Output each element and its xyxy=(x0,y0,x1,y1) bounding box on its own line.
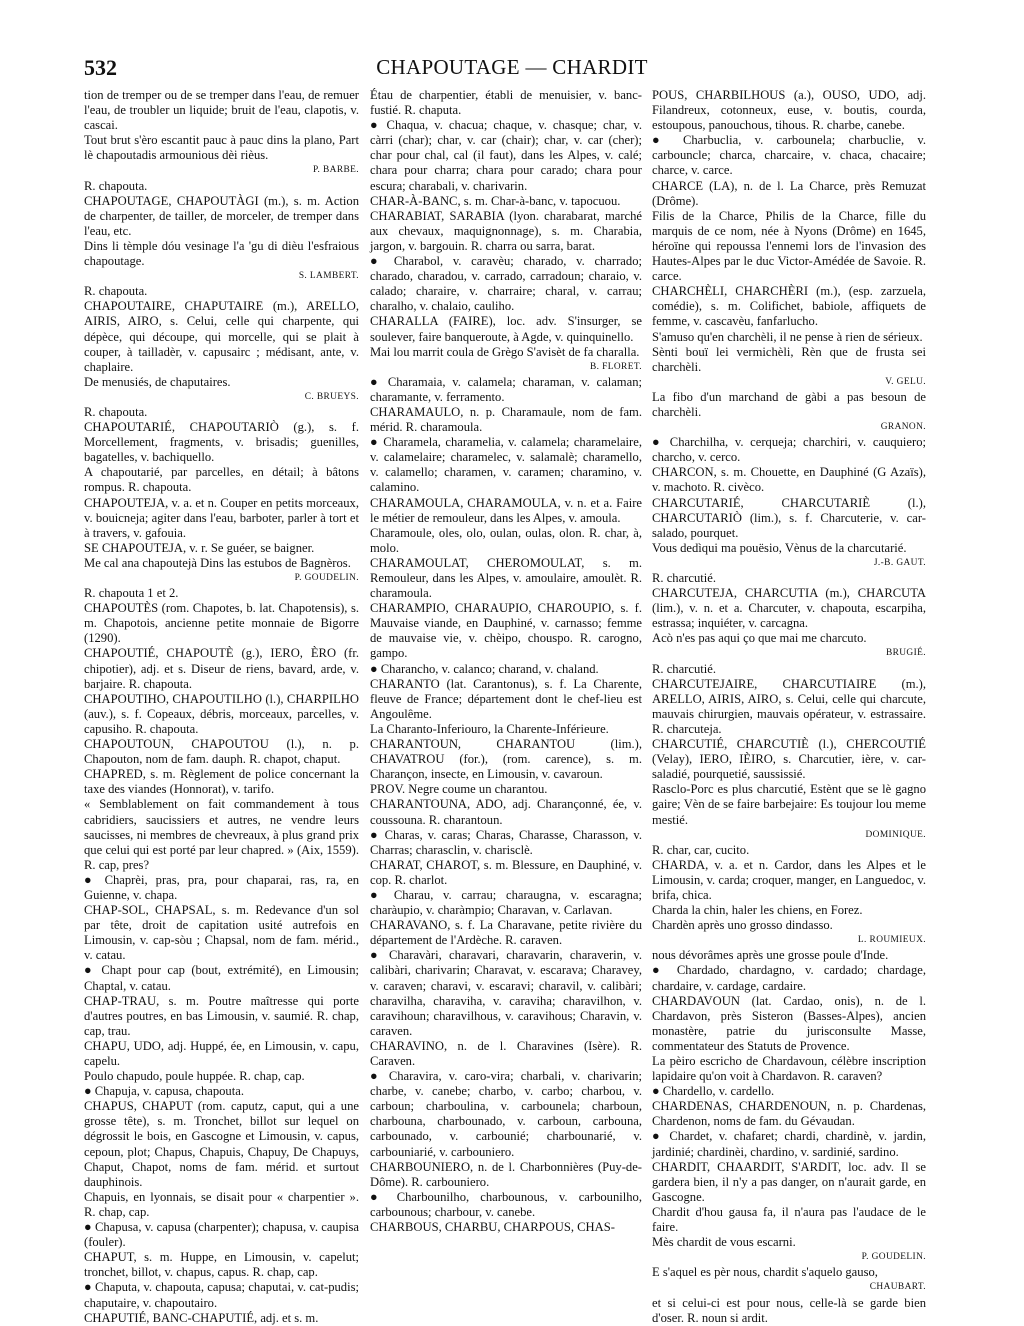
entry-paragraph: R. char, car, cucito. xyxy=(652,842,750,857)
entry-paragraph: ● Charbounilho, charbounous, v. carbounilho, carbounous; charbour, v. canebe. xyxy=(370,1189,642,1219)
citation-author: CHAUBART. xyxy=(869,1282,926,1293)
entry-paragraph: S'amuso qu'en charchèli, il ne pense à rien de sérieux. xyxy=(652,329,923,344)
entry-paragraph: CHAR-À-BANC, s. m. Char-à-banc, v. tapocuou. xyxy=(370,193,621,208)
entry-paragraph: La fibo d'un marchand de gàbi a pas besoun de charchèli. xyxy=(652,389,926,419)
entry-paragraph: CHARCE (LA), n. de l. La Charce, près Remuzat (Drôme). xyxy=(652,178,926,208)
entry-paragraph: CHARAVANO, s. f. La Charavane, petite rivière du département de l'Ardèche. R. caraven. xyxy=(370,918,642,948)
entry-paragraph: R. charcutié. xyxy=(652,661,716,676)
citation-author: S. LAMBERT. xyxy=(298,271,359,282)
entry-paragraph: CHARCUTEJA, CHARCUTIA (m.), CHARCUTA (lim.), v. n. et a. Charcuter, v. chapouta, escarpiha, estrassa; inquiéter, v. carcagna. xyxy=(652,586,926,631)
entry-paragraph: Rasclo-Porc es plus charcutié, Estènt que se lè gagno gaire; Vèn de se faire barbejaire: Es toujour lou meme mestié. xyxy=(652,782,926,827)
entry-paragraph: CHARCON, s. m. Chouette, en Dauphiné (G Azaïs), v. machoto. R. civèco. xyxy=(652,465,926,495)
entry-paragraph: « Semblablement on fait commandement à tous cabridiers, saucissiers et autres, ne vendre leurs saucisses, ni membres de chevreaux, à plus grand prix que celui qui est porté par leur chapred. » (Aix, 1559). R. cap, pres? xyxy=(84,797,359,872)
entry-paragraph: R. chapouta. xyxy=(84,404,148,419)
entry-paragraph: CHARCHÈLI, CHARCHÈRI (m.), (esp. zarzuela, comédie), s. m. Colifichet, babiole, affiquets de femme, v. cascavèu, fanfarlucho. xyxy=(652,284,926,329)
entry-paragraph: CHAPOUTIÉ, CHAPOUTÈ (g.), IERO, ÈRO (fr. chipotier), adj. et s. Diseur de riens, bavard, arde, v. barjaire. R. chapouta. xyxy=(84,646,359,691)
entry-paragraph: CHARANTOUN, CHARANTOU (lim.), CHAVATROU (for.), (rom. carence), s. m. Charançon, insecte, en Limousin, v. cavaroun. xyxy=(370,737,642,782)
entry-paragraph: ● Chapt pour cap (bout, extrémité), en Limousin; Chaptal, v. catau. xyxy=(84,963,359,993)
column-left xyxy=(84,88,359,1325)
entry-paragraph: CHARDA, v. a. et n. Cardor, dans les Alpes et le Limousin, v. carda; croquer, manger, en Languedoc, v. brifa, chica. xyxy=(652,857,926,902)
entry-paragraph: ● Chaqua, v. chacua; chaque, v. chasque; char, v. càrri (char); char, v. car (chair); char, v. car (cher); char pour chal, cal (il faut), dans les Alpes, v. calé; chara pour charra; chara pour carado; chara pour escura; charabali, v. charivarin. xyxy=(370,118,642,193)
entry-paragraph: ● Charbuclia, v. carbounela; charbuclie, v. carbouncle; charca, charcaire, v. chaca, chacaire; charce, v. carce. xyxy=(652,133,926,178)
entry-paragraph: Charda la chin, haler les chiens, en Forez. xyxy=(652,903,863,918)
entry-paragraph: ● Charancho, v. calanco; charand, v. chaland. xyxy=(370,661,599,676)
entry-paragraph: ● Charavira, v. caro-vira; charbali, v. charivarin; charbe, v. canebe; charbo, v. carbo; charbou, v. carboun; charboulina, v. carbounela; charboun, charbouna, charbounado, v. carboun, carbouna, carbounado, v. carbounié; charbounarié, v. carbouniarié, v. carbouniero. xyxy=(370,1069,642,1159)
entry-paragraph: CHARAMAULO, n. p. Charamaule, nom de fam. mérid. R. charamoula. xyxy=(370,404,642,435)
entry-paragraph: Sènti bouï lei vermichèli, Rèn que de frusta sei charchèli. xyxy=(652,344,926,374)
entry-paragraph: CHARDENAS, CHARDENOUN, n. p. Chardenas, Chardenon, noms de fam. du Gévaudan. xyxy=(652,1099,926,1129)
citation-author: C. BRUEYS. xyxy=(304,391,359,402)
entry-paragraph: CHARAMOULA, CHARAMOULA, v. n. et a. Faire le métier de remouleur, dans les Alpes, v. amoula. xyxy=(370,495,642,525)
entry-paragraph: CHAPUS, CHAPUT (rom. caputz, caput, qui a une grosse tête), s. m. Tronchet, billot sur lequel on dégrossit le bois, en Gascogne et Limousin, v. capus, cepoun, plot; Chapus, Chapuis, Chapuy, De Chapuys, Chaput, Chapot, noms de fam. mérid. et surtout dauphinois. xyxy=(84,1099,359,1189)
entry-paragraph: POUS, CHARBILHOUS (a.), OUSO, UDO, adj. Filandreux, cotonneux, euse, v. boutis, courda, estoupous, panouchous, tihous. R. charbe, canebe. xyxy=(652,88,926,133)
entry-paragraph: CHARAMPIO, CHARAUPIO, CHAROUPIO, s. f. Mauvaise viande, en Dauphiné, v. carnasso; femme de mauvaise vie, v. chèipo, chouspo. R. carogno, gampo. xyxy=(370,601,642,661)
entry-paragraph: Chardèn après uno grosso dindasso. xyxy=(652,918,833,933)
entry-paragraph: CHAP-TRAU, s. m. Poutre maîtresse qui porte d'autres poutres, en bas Limousin, v. saumié. R. chap, cap, trau. xyxy=(84,993,359,1038)
citation-author: V. GELU. xyxy=(885,376,926,387)
entry-paragraph: Mès chardit de vous escarni. xyxy=(652,1235,796,1250)
entry-paragraph: ● Chardello, v. cardello. xyxy=(652,1084,775,1099)
entry-paragraph: CHAPOUTAGE, CHAPOUTÀGI (m.), s. m. Action de charpenter, de tailler, de morceler, de tremper dans l'eau, etc. xyxy=(84,193,359,238)
entry-paragraph: SE CHAPOUTEJA, v. r. Se guéer, se baigner. xyxy=(84,540,315,555)
entry-paragraph: R. chapouta. xyxy=(84,178,148,193)
column-middle xyxy=(370,88,642,1235)
entry-paragraph: ● Charchilha, v. cerqueja; charchiri, v. cauquiero; charcho, v. cerco. xyxy=(652,435,926,465)
entry-paragraph: CHARCUTIÉ, CHARCUTIÈ (l.), CHERCOUTIÉ (Velay), IERO, IÈIRO, s. Charcutier, ière, v. car-saladié, pourquetié, saussissié. xyxy=(652,737,926,782)
entry-paragraph: CHAPOUTÈS (rom. Chapotes, b. lat. Chapotensis), s. m. Chapotois, ancienne petite monnaie de Bigorre (1290). xyxy=(84,601,359,646)
entry-paragraph: nous dévorâmes après une grosse poule d'Inde. xyxy=(652,948,889,963)
entry-paragraph: ● Chaprèi, pras, pra, pour chaparai, ras, ra, en Guienne, v. chapa. xyxy=(84,872,359,902)
entry-paragraph: E s'aquel es pèr nous, chardit s'aquelo gauso, xyxy=(652,1265,878,1280)
entry-paragraph: CHAPOUTEJA, v. a. et n. Couper en petits morceaux, v. bouicneja; agiter dans l'eau, barboter, parler à tort et à travers, v. gafouia. xyxy=(84,495,359,540)
entry-paragraph: CHARBOUS, CHARBU, CHARPOUS, CHAS- xyxy=(370,1220,615,1235)
entry-paragraph: CHARALLA (FAIRE), loc. adv. S'insurger, se soulever, faire banqueroute, à Agde, v. quinquinello. xyxy=(370,314,642,344)
entry-paragraph: R. chapouta 1 et 2. xyxy=(84,586,179,601)
entry-paragraph: et si celui-ci est pour nous, celle-là se garde bien d'oser. R. noun si ardit. xyxy=(652,1295,926,1325)
entry-paragraph: CHAPUT, s. m. Huppe, en Limousin, v. capelut; tronchet, billot, v. chapus, capus. R. chap, cap. xyxy=(84,1250,359,1280)
entry-paragraph: Charamoule, oles, olo, oulan, oulas, olon. R. char, à, molo. xyxy=(370,525,642,555)
entry-paragraph: Chardit d'hou gausa fa, il n'aura pas l'audace de le faire. xyxy=(652,1204,926,1235)
entry-paragraph: R. charcutié. xyxy=(652,571,716,585)
entry-paragraph: CHARDAVOUN (lat. Cardao, onis), n. de l. Chardavon, près Sisteron (Basses-Alpes), ancien monastère, patrie du jurisconsulte Masse, commentateur des Statuts de Provence. xyxy=(652,993,926,1053)
entry-paragraph: Dins li tèmple dóu vesinage l'a 'gu di dièu l'esfraious chapoutage. xyxy=(84,238,359,269)
page-number: 532 xyxy=(84,55,117,80)
citation-author: P. GOUDELIN. xyxy=(294,573,359,583)
entry-paragraph: CHARAVINO, n. de l. Charavines (Isère). R. Caraven. xyxy=(370,1038,642,1068)
entry-paragraph: CHARBOUNIERO, n. de l. Charbonnières (Puy-de-Dôme). R. carbouniero. xyxy=(370,1159,642,1189)
citation-author: B. FLORET. xyxy=(589,361,642,372)
entry-paragraph: Chapuis, en lyonnais, se disait pour « charpentier ». R. chap, cap. xyxy=(84,1189,359,1219)
citation-author: P. GOUDELIN. xyxy=(861,1252,926,1263)
entry-paragraph: De menusiés, de chaputaires. xyxy=(84,374,231,389)
entry-paragraph: Filis de la Charce, Philis de la Charce, fille du marquis de ce nom, née à Nyons (Drôme) en 1645, héroïne qui repoussa l'ennemi lors de l'invasion des Hautes-Alpes par le duc Victor-Amédée de Savoie. R. carce. xyxy=(652,208,926,284)
entry-paragraph: CHAPRED, s. m. Règlement de police concernant la taxe des viandes (Honnorat), v. tarifo. xyxy=(84,767,359,797)
entry-paragraph: CHARDIT, CHAARDIT, S'ARDIT, loc. adv. Il se gardera bien, il n'y a pas danger, on n'aurait garde, en Gascogne. xyxy=(652,1159,926,1204)
entry-paragraph: La pèiro escricho de Chardavoun, célèbre inscription lapidaire qu'on voit à Chardavon. R. caraven? xyxy=(652,1054,926,1084)
entry-paragraph: ● Chapuja, v. capusa, chapouta. xyxy=(84,1084,244,1099)
citation-author: L. ROUMIEUX. xyxy=(857,935,926,946)
entry-paragraph: CHAP-SOL, CHAPSAL, s. m. Redevance d'un sol par tête, droit de capitation usité autrefois en Limousin, v. cap-sòu ; Chapsal, nom de fam. mérid., v. catau. xyxy=(84,903,359,963)
citation-author: GRANON. xyxy=(880,422,926,433)
entry-paragraph: CHAPOUTIHO, CHAPOUTILHO (l.), CHARPILHO (auv.), s. f. Copeaux, débris, morceaux, parcelles, v. capusiho. R. chapouta. xyxy=(84,691,359,736)
entry-paragraph: ● Chardet, v. chafaret; chardi, chardinè, v. jardin, jardinié; chardinèi, chardino, v. sardinié, sardino. xyxy=(652,1129,926,1159)
citation-author: J.-B. GAUT. xyxy=(873,557,926,568)
entry-paragraph: Vous dedìqui ma pouësio, Vènus de la charcutarié. xyxy=(652,540,907,555)
entry-paragraph: CHARABIAT, SARABIA (lyon. charabarat, marché aux chevaux, maquignonnage), s. m. Charabia, jargon, v. bargouin. R. charra ou sarra, barat. xyxy=(370,208,642,253)
entry-paragraph: Me cal ana chapoutejà Dins las estubos de Bagnèros. xyxy=(84,555,351,570)
entry-paragraph: ● Charamela, charamelia, v. calamela; charamelaire, v. calamelaire; charamelec, v. salamalè; charamello, v. calamello; charamen, v. caramen; charamino, v. calamino. xyxy=(370,435,642,495)
entry-paragraph: Tout brut s'èro escantit pauc à pauc dins la plano, Part lè chapoutadis armounious dèi rièus. xyxy=(84,133,359,163)
entry-paragraph: CHARCUTARIÉ, CHARCUTARIÈ (l.), CHARCUTARIÒ (lim.), s. f. Charcuterie, v. car-salado, pourquet. xyxy=(652,495,926,540)
entry-paragraph: CHAPUTIÉ, BANC-CHAPUTIÉ, adj. et s. m. xyxy=(84,1310,319,1325)
entry-paragraph: CHARAT, CHAROT, s. m. Blessure, en Dauphiné, v. cop. R. charlot. xyxy=(370,857,642,887)
column-right xyxy=(652,88,926,1325)
running-title: CHAPOUTAGE — CHARDIT xyxy=(376,55,648,79)
entry-paragraph: Acò n'es pas aqui ço que mai me charcuto. xyxy=(652,631,867,646)
entry-paragraph: ● Chardado, chardagno, v. cardado; chardage, chardaire, v. cardage, cardaire. xyxy=(652,963,926,993)
entry-paragraph: ● Chapusa, v. capusa (charpenter); chapusa, v. caupisa (fouler). xyxy=(84,1220,359,1250)
entry-paragraph: CHAPOUTARIÉ, CHAPOUTARIÒ (g.), s. f. Morcellement, fragments, v. brisadis; guenilles, bagatelles, v. bachiquello. xyxy=(84,420,359,465)
entry-paragraph: La Charanto-Inferiouro, la Charente-Inférieure. xyxy=(370,721,609,736)
entry-paragraph: A chapoutarié, par parcelles, en détail; à bâtons rompus. R. chapouta. xyxy=(84,465,359,495)
entry-paragraph: CHARANTO (lat. Carantonus), s. f. La Charente, fleuve de France; département dont le chef-lieu est Angoulême. xyxy=(370,676,642,721)
citation-author: DOMINIQUE. xyxy=(865,829,926,840)
entry-paragraph: ● Charamaia, v. calamela; charaman, v. calaman; charamante, v. ferramento. xyxy=(370,374,642,404)
entry-paragraph: PROV. Negre coume un charantou. xyxy=(370,782,548,797)
entry-paragraph: Poulo chapudo, poule huppée. R. chap, cap. xyxy=(84,1069,305,1084)
entry-paragraph: Étau de charpentier, établi de menuisier, v. banc-fustié. R. chaputa. xyxy=(370,88,642,118)
entry-paragraph: CHAPOUTAIRE, CHAPUTAIRE (m.), ARELLO, AIRIS, AIRO, s. Celui, celle qui charpente, qui dépèce, qui découpe, qui morcelle, qui se plait à couper, à tailladèr, v. capusairc ; médisant, ante, v. chaplaire. xyxy=(84,299,359,374)
entry-paragraph: CHAPU, UDO, adj. Huppé, ée, en Limousin, v. capu, capelu. xyxy=(84,1038,359,1068)
entry-paragraph: ● Charau, v. carrau; charaugna, v. escaragna; charàupio, v. charàmpio; Charavan, v. Carlavan. xyxy=(370,887,642,918)
citation-author: P. BARBE. xyxy=(312,165,359,176)
entry-paragraph: Mai lou marrit coula de Grègo S'avisèt de fa charalla. xyxy=(370,344,640,359)
entry-paragraph: ● Charas, v. caras; Charas, Charasse, Charasson, v. Charras; charasclin, v. charisclè. xyxy=(370,827,642,857)
entry-paragraph: CHARAMOULAT, CHEROMOULAT, s. m. Remouleur, dans les Alpes, v. amoulaire, amoulèt. R. charamoula. xyxy=(370,555,642,601)
entry-paragraph: CHAPOUTOUN, CHAPOUTOU (l.), n. p. Chapouton, nom de fam. dauph. R. chapot, chaput. xyxy=(84,737,359,767)
entry-paragraph: ● Chaputa, v. chapouta, capusa; chaputai, v. cat-pudis; chaputaire, v. chapoutairo. xyxy=(84,1280,359,1310)
entry-paragraph: ● Charabol, v. caravèu; charado, v. charrado; charado, charadou, v. carrado, carradoun; charaio, v. calado; charaire, v. charraire; charal, v. carrau; charalho, v. chalaio, cauliho. xyxy=(370,254,642,314)
citation-author: BRUGIÉ. xyxy=(885,648,926,659)
entry-paragraph: ● Charavàri, charavari, charavarin, charaverin, v. calibàri, charivarin; Charavat, v. escarava; Charavey, v. caraven; charavi, v. escaravi; charavil, v. calibàri; charavilha, charaviha, v. caraviha; charavilhon, v. caravihoun; charavilhous, v. caravihous; Charavin, v. caraven. xyxy=(370,948,642,1038)
entry-paragraph: tion de tremper ou de se tremper dans l'eau, de remuer l'eau, de troubler un liquide; bruit de l'eau, clapotis, v. cascai. xyxy=(84,88,359,133)
entry-paragraph: CHARANTOUNA, ADO, adj. Charançonné, ée, v. coussouna. R. charantoun. xyxy=(370,797,642,827)
entry-paragraph: R. chapouta. xyxy=(84,284,148,299)
entry-paragraph: CHARCUTEJAIRE, CHARCUTIAIRE (m.), ARELLO, AIRIS, AIRO, s. Celui, celle qui charcute, mauvais chirurgien, mauvais opérateur, v. estrassaire. R. charcuteja. xyxy=(652,676,926,736)
